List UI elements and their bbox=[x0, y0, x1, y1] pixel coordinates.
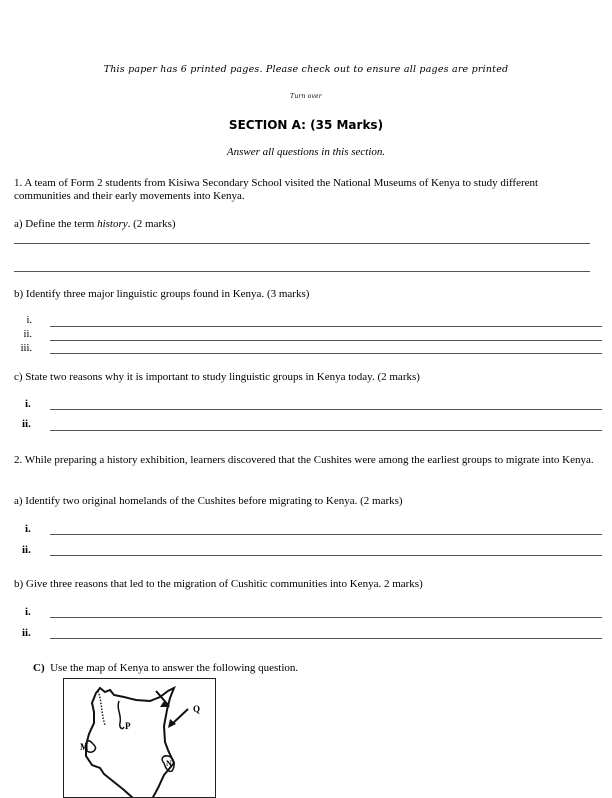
q1c-answer-line-2[interactable] bbox=[50, 430, 602, 431]
q1b-prompt: b) Identify three major linguistic groups found in Kenya. (3 marks) bbox=[14, 288, 310, 300]
q2c-prompt bbox=[33, 662, 298, 675]
q1b-num-2: ii. bbox=[23, 329, 32, 340]
map-label-m: M bbox=[80, 742, 89, 752]
map-label-p: P bbox=[125, 721, 131, 731]
q2a-prompt: a) Identify two original homelands of the Cushites before migrating to Kenya. (2 marks) bbox=[14, 495, 403, 507]
q2b-num-2: ii. bbox=[22, 627, 31, 639]
kenya-outline bbox=[86, 688, 174, 798]
q1-stem: 1. A team of Form 2 students from Kisiwa Secondary School visited the National Museums of Kenya to study different communities and their early movements into Kenya. bbox=[14, 177, 539, 202]
section-instruction: Answer all questions in this section. bbox=[226, 146, 386, 158]
q1b-num-1: i. bbox=[26, 315, 32, 326]
q2b-prompt: b) Give three reasons that led to the migration of Cushitic communities into Kenya. 2 marks) bbox=[14, 578, 423, 590]
q1b-answer-line-2[interactable] bbox=[50, 340, 602, 341]
q2a-answer-line-2[interactable] bbox=[50, 555, 602, 556]
region-p-river bbox=[118, 701, 124, 729]
q2a-num-2: ii. bbox=[22, 544, 31, 556]
q1c-num-2: ii. bbox=[22, 418, 31, 430]
q1c-prompt: c) State two reasons why it is important to study linguistic groups in Kenya today. (2 marks) bbox=[14, 371, 420, 383]
lake-turkana-shape bbox=[98, 691, 105, 725]
q1a-answer-line-1[interactable] bbox=[14, 243, 590, 244]
q2b-answer-line-2[interactable] bbox=[50, 638, 602, 639]
q2c-text: Use the map of Kenya to answer the following question. bbox=[50, 662, 299, 674]
q2-stem: 2. While preparing a history exhibition, learners discovered that the Cushites were among the earliest groups to migrate into Kenya. bbox=[14, 454, 594, 466]
pages-note: This paper has 6 printed pages. Please check out to ensure all pages are printed bbox=[103, 64, 509, 75]
q1a-prompt bbox=[14, 218, 176, 231]
q1a-prefix: a) Define the term bbox=[14, 218, 98, 230]
kenya-map bbox=[63, 678, 216, 798]
turn-over-note: Turn over bbox=[290, 93, 322, 100]
q2b-answer-line-1[interactable] bbox=[50, 617, 602, 618]
map-label-n: N bbox=[166, 759, 172, 768]
q2b-num-1: i. bbox=[25, 606, 31, 618]
map-label-q: Q bbox=[193, 704, 201, 714]
q1b-num-3: iii. bbox=[20, 343, 32, 354]
q1a-suffix: . (2 marks) bbox=[127, 218, 176, 230]
q2a-answer-line-1[interactable] bbox=[50, 534, 602, 535]
q1b-answer-line-1[interactable] bbox=[50, 326, 602, 327]
q2a-num-1: i. bbox=[25, 523, 31, 535]
q1c-num-1: i. bbox=[25, 398, 31, 410]
q1a-answer-line-2[interactable] bbox=[14, 271, 590, 272]
q1b-answer-line-3[interactable] bbox=[50, 353, 602, 354]
section-title: SECTION A: (35 Marks) bbox=[228, 118, 384, 132]
q1a-term: history bbox=[97, 218, 128, 230]
q2c-label: C) bbox=[33, 662, 45, 674]
q1c-answer-line-1[interactable] bbox=[50, 409, 602, 410]
kenya-map-drawing bbox=[64, 679, 216, 798]
